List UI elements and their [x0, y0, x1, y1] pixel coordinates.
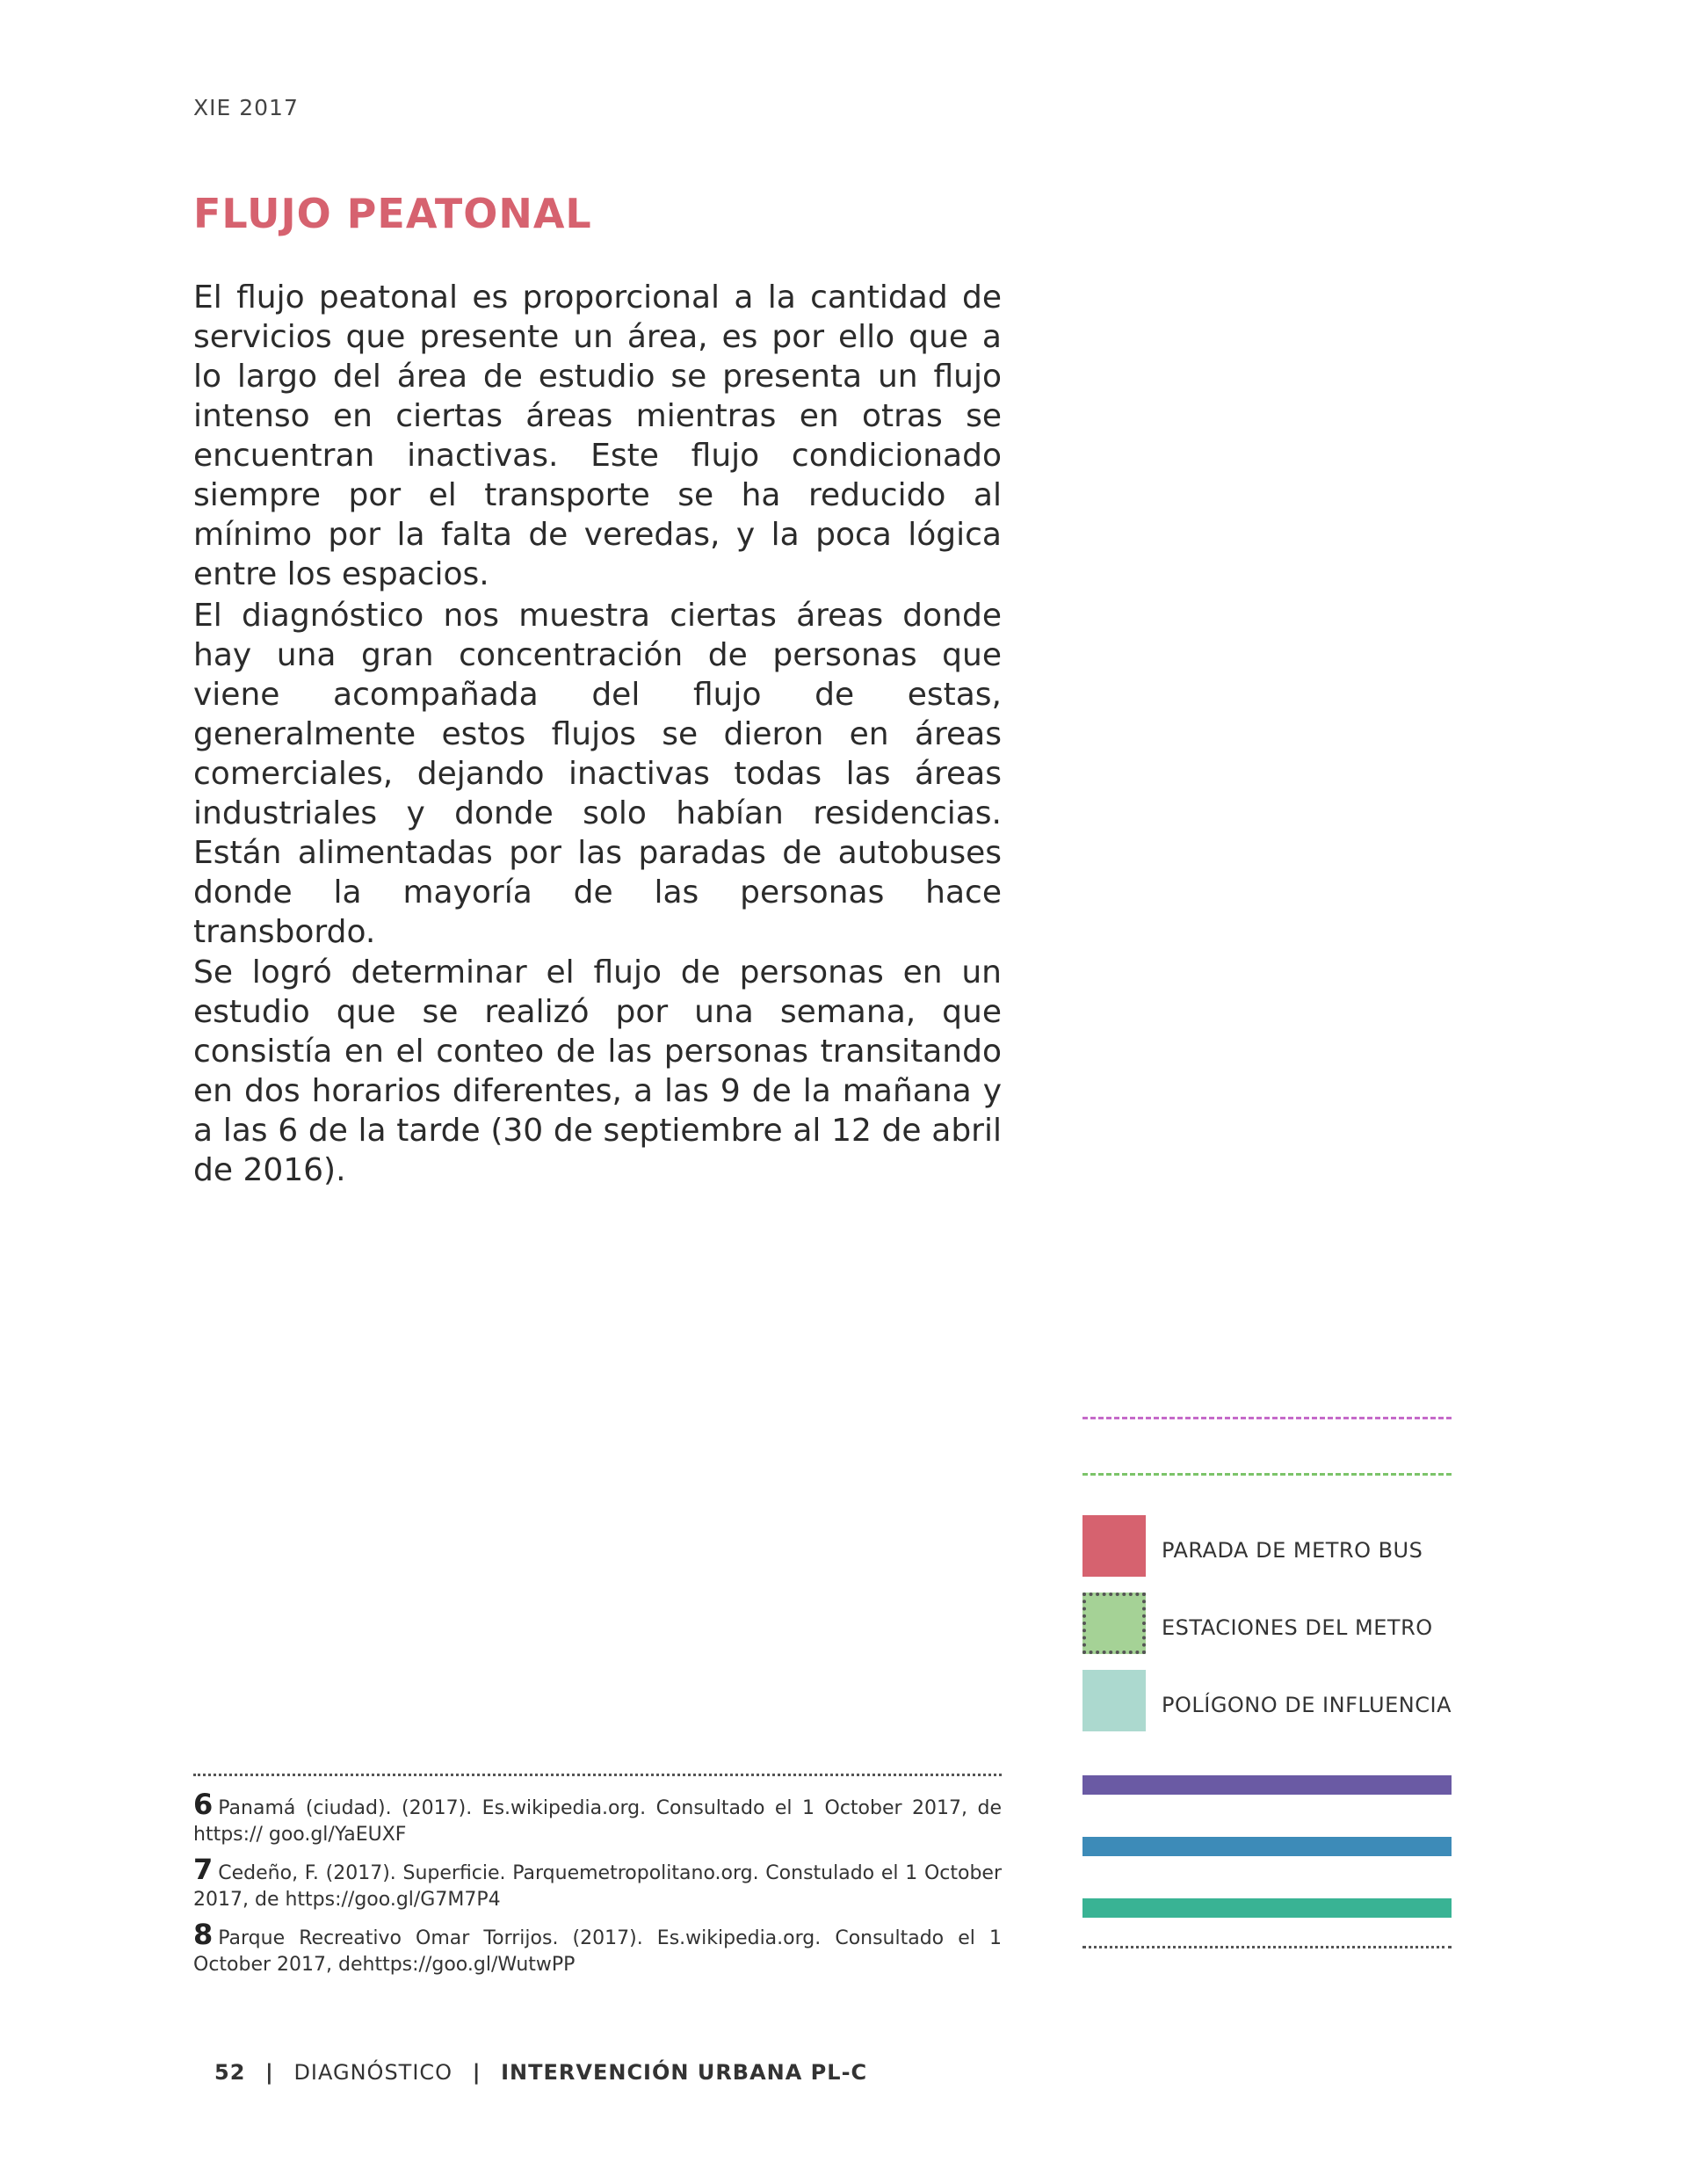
footnote-divider [193, 1774, 1002, 1776]
footnote-text: Parque Recreativo Omar Torrijos. (2017). Es.wikipedia.org. Consultado el 1 October 2017, dehttps://goo.gl/WutwPP [193, 1927, 1002, 1976]
running-header: XIE 2017 [193, 95, 299, 120]
body-paragraph-2: El diagnóstico nos muestra ciertas áreas donde hay una gran concentración de personas que viene acompañada del flujo de estas, generalmente estos flujos se dieron en áreas comerciales, dejando inactivas todas las áreas industriales y donde solo habían residencias. Están alimentadas por las paradas de autobuses donde la mayoría de las personas hace transbordo. [193, 598, 1002, 950]
legend-swatch-influence-polygon [1082, 1670, 1146, 1731]
legend-swatch-metro-stations [1082, 1593, 1146, 1654]
legend-bar-federico-boyd [1082, 1898, 1452, 1918]
footnote-number: 8 [193, 1918, 214, 1951]
page-footer [214, 2060, 867, 2085]
body-paragraph-1: El flujo peatonal es proporcional a la cantidad de servicios que presente un área, es por ello que a lo largo del área de estudio se presenta un flujo intenso en ciertas áreas mientras en otras se encuentran inactivas. Este flujo condicionado siempre por el transporte se ha reducido al mínimo por la falta de veredas, y la poca lógica entre los espacios. [193, 279, 1002, 592]
legend-line-flujo-peatonal [1082, 1417, 1452, 1419]
page-number: 52 [214, 2060, 246, 2085]
legend-label-metro-stations: ESTACIONES DEL METRO [1162, 1615, 1433, 1640]
page-title: FLUJO PEATONAL [193, 190, 592, 237]
legend-label-metro-bus: PARADA DE METRO BUS [1162, 1538, 1423, 1563]
footer-separator: | [472, 2060, 481, 2085]
footnote-number: 6 [193, 1788, 214, 1821]
footnote-8 [193, 1918, 1002, 1978]
footnote-7 [193, 1853, 1002, 1913]
body-paragraph-3: Se logró determinar el flujo de personas en un estudio que se realizó por una semana, que consistía en el conteo de las personas transitando en dos horarios diferentes, a las 9 de la mañana y a las 6 de la tarde (30 de septiembre al 12 de abril de 2016). [193, 954, 1002, 1188]
footer-separator: | [265, 2060, 274, 2085]
legend-swatch-metro-bus [1082, 1515, 1146, 1577]
legend-line-concentracion [1082, 1473, 1452, 1476]
footer-project: INTERVENCIÓN URBANA PL-C [501, 2060, 868, 2085]
legend-bar-via-ricardo [1082, 1775, 1452, 1795]
footnote-6 [193, 1788, 1002, 1848]
footer-section: DIAGNÓSTICO [293, 2060, 453, 2085]
legend-label-influence-polygon: POLÍGONO DE INFLUENCIA [1162, 1693, 1452, 1717]
legend-divider [1082, 1946, 1452, 1948]
footnote-number: 7 [193, 1853, 214, 1886]
legend-bar-manuel-batista [1082, 1837, 1452, 1856]
footnote-text: Cedeño, F. (2017). Superficie. Parquemetropolitano.org. Constulado el 1 October 2017, de https://goo.gl/G7M7P4 [193, 1862, 1002, 1911]
footnote-text: Panamá (ciudad). (2017). Es.wikipedia.org. Consultado el 1 October 2017, de https:// goo.gl/YaEUXF [193, 1797, 1002, 1846]
